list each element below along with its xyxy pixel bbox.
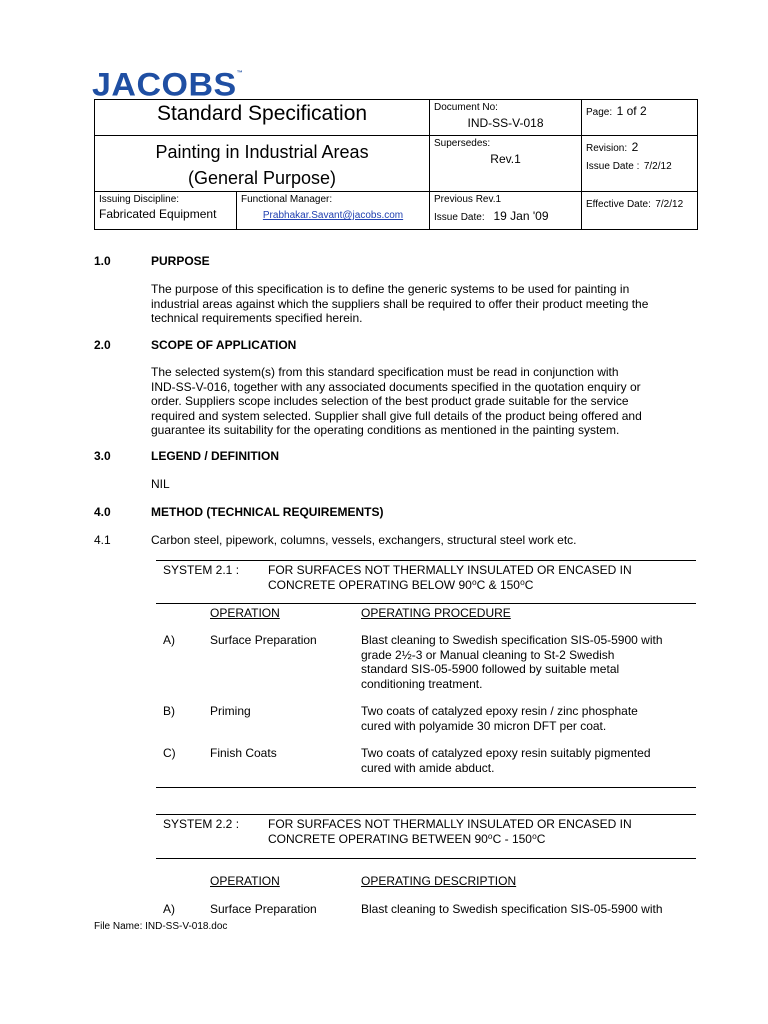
- section-4-1-number: 4.1: [94, 533, 111, 547]
- issuing-discipline-cell: [95, 192, 237, 230]
- description-line: Two coats of catalyzed epoxy resin / zinc phosphate: [361, 704, 638, 718]
- issuing-discipline-value: Fabricated Equipment: [99, 207, 217, 221]
- subtitle-line-2: (General Purpose): [187, 168, 337, 188]
- section-3-title: LEGEND / DEFINITION: [151, 449, 280, 463]
- divider: [156, 858, 696, 859]
- functional-manager-cell: [237, 192, 430, 230]
- system-2-1-operation-header: OPERATION: [210, 606, 280, 620]
- section-1-line: The purpose of this specification is to define the generic systems to be used for painting in: [151, 282, 630, 296]
- document-number-label: Document No:: [434, 102, 498, 113]
- system-2-2-line-1: FOR SURFACES NOT THERMALLY INSULATED OR ENCASED IN: [268, 817, 632, 831]
- system-2-1-line-2: CONCRETE OPERATING BELOW 90⁰C & 150⁰C: [268, 577, 534, 592]
- revision-label: Revision:: [586, 143, 628, 154]
- section-1-title: PURPOSE: [151, 254, 210, 268]
- revision-cell: [582, 136, 698, 192]
- system-2-1-procedure-header: OPERATING PROCEDURE: [361, 606, 511, 620]
- section-2-line: order. Suppliers scope includes selection of the best product grade suitable for the service: [151, 394, 629, 408]
- system-2-2-row-a-description: [361, 902, 689, 917]
- document-number: IND-SS-V-018: [467, 116, 544, 130]
- system-2-1-row-c-operation: Finish Coats: [210, 746, 277, 760]
- system-2-1-row-c-description: [361, 746, 689, 775]
- revision-value: 2: [631, 140, 639, 154]
- system-2-2-operation-header: OPERATION: [210, 874, 280, 888]
- system-2-1-line-1: FOR SURFACES NOT THERMALLY INSULATED OR ENCASED IN: [268, 563, 632, 577]
- system-2-1-row-c-letter: C): [163, 746, 176, 760]
- section-4-title: METHOD (TECHNICAL REQUIREMENTS): [151, 505, 384, 519]
- system-2-1-description: [268, 563, 689, 592]
- system-2-2-label: SYSTEM 2.2 :: [163, 817, 240, 831]
- description-line: cured with amide abduct.: [361, 760, 495, 775]
- section-1-body: [151, 282, 696, 326]
- system-2-1-row-b-operation: Priming: [210, 704, 251, 718]
- system-2-1-label: SYSTEM 2.1 :: [163, 563, 240, 577]
- previous-issue-date-label: Issue Date:: [434, 212, 485, 223]
- description-line: Two coats of catalyzed epoxy resin suitably pigmented: [361, 746, 651, 760]
- section-2-title: SCOPE OF APPLICATION: [151, 338, 297, 352]
- system-2-1-row-a-operation: Surface Preparation: [210, 633, 317, 647]
- description-line: Blast cleaning to Swedish specification SIS-05-5900 with: [361, 633, 663, 647]
- page-label: Page:: [586, 107, 613, 118]
- supersedes-value: Rev.1: [490, 152, 521, 166]
- divider: [156, 787, 696, 788]
- section-3-body: NIL: [151, 477, 170, 491]
- functional-manager-label: Functional Manager:: [241, 194, 333, 205]
- issue-date-value: 7/2/12: [643, 161, 672, 172]
- effective-date-label: Effective Date:: [586, 199, 651, 210]
- section-1-line: technical requirements specified herein.: [151, 311, 363, 325]
- section-2-line: guarantee its suitability for the operating conditions as mentioned in the painting system.: [151, 423, 620, 437]
- functional-manager-email-link[interactable]: Prabhakar.Savant@jacobs.com: [262, 210, 404, 221]
- section-2-number: 2.0: [94, 338, 111, 352]
- logo-trademark: ™: [236, 70, 243, 77]
- document-number-cell: [430, 100, 582, 136]
- section-3-number: 3.0: [94, 449, 111, 463]
- previous-issue-date-value: 19 Jan '09: [493, 209, 549, 223]
- section-4-1-body: Carbon steel, pipework, columns, vessels, exchangers, structural steel work etc.: [151, 533, 577, 547]
- section-2-line: IND-SS-V-016, together with any associated documents specified in the quotation enquiry or: [151, 379, 641, 394]
- previous-revision-label: Previous Rev.1: [434, 194, 502, 205]
- section-4-number: 4.0: [94, 505, 111, 519]
- logo-text: JACOBS: [92, 66, 237, 104]
- system-2-1-row-a-letter: A): [163, 633, 175, 647]
- section-2-line: The selected system(s) from this standard specification must be read in conjunction with: [151, 365, 619, 379]
- description-line: Blast cleaning to Swedish specification SIS-05-5900 with: [361, 902, 663, 916]
- subtitle-line-1: Painting in Industrial Areas: [155, 142, 369, 162]
- system-2-2-row-a-letter: A): [163, 902, 175, 916]
- supersedes-cell: [430, 136, 582, 192]
- system-2-2-row-a-operation: Surface Preparation: [210, 902, 317, 916]
- system-2-2-description: [268, 817, 689, 846]
- issue-date-label: Issue Date :: [586, 161, 640, 172]
- divider: [156, 560, 696, 561]
- section-2-body: [151, 365, 696, 438]
- issuing-discipline-label: Issuing Discipline:: [99, 194, 180, 205]
- description-line: grade 2½-3 or Manual cleaning to St-2 Swedish: [361, 647, 615, 662]
- section-2-line: required and system selected. Supplier shall give full details of the product being offered and: [151, 408, 642, 423]
- description-line: conditioning treatment.: [361, 676, 483, 691]
- system-2-1-row-a-description: [361, 633, 689, 691]
- system-2-2-description-header: OPERATING DESCRIPTION: [361, 874, 517, 888]
- section-1-number: 1.0: [94, 254, 111, 268]
- system-2-1-row-b-description: [361, 704, 689, 733]
- document-title: Standard Specification: [95, 100, 430, 136]
- footer-file-name: File Name: IND-SS-V-018.doc: [94, 921, 228, 932]
- page-value: 1 of 2: [616, 104, 647, 118]
- page-cell: [582, 100, 698, 136]
- divider: [156, 814, 696, 815]
- section-1-line: industrial areas against which the suppliers shall be required to offer their product meeting the: [151, 296, 649, 311]
- system-2-1-row-b-letter: B): [163, 704, 175, 718]
- system-2-2-line-2: CONCRETE OPERATING BETWEEN 90⁰C - 150⁰C: [268, 831, 546, 846]
- document-header-table: [94, 99, 698, 230]
- divider: [156, 603, 696, 604]
- description-line: standard SIS-05-5900 followed by suitable metal: [361, 662, 620, 676]
- supersedes-label: Supersedes:: [434, 138, 491, 149]
- document-subtitle: [95, 136, 430, 192]
- effective-date-cell: [582, 192, 698, 230]
- effective-date-value: 7/2/12: [655, 199, 684, 210]
- description-line: cured with polyamide 30 micron DFT per coat.: [361, 718, 607, 733]
- previous-revision-cell: [430, 192, 582, 230]
